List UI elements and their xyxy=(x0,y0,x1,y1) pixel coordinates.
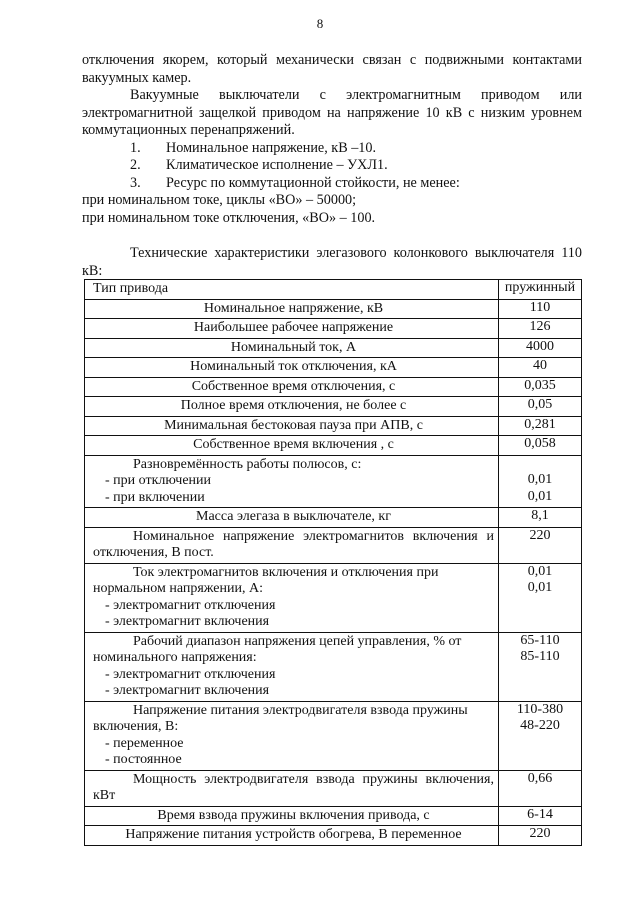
table-row xyxy=(85,377,582,397)
param-cell xyxy=(85,436,499,456)
param-label: Номинальное напряжение электромагнитов включения и отключения, В пост. xyxy=(93,528,494,560)
param-cell xyxy=(85,826,499,846)
list-item-number: 3. xyxy=(130,174,141,191)
value-cell: 220 xyxy=(499,527,582,563)
param-label: Рабочий диапазон напряжения цепей управления, % от номинального напряжения: xyxy=(93,633,462,665)
param-sub-item: - при включении xyxy=(105,489,205,505)
param-cell xyxy=(85,338,499,358)
table-row xyxy=(85,826,582,846)
value-line: 0,01 xyxy=(527,563,553,579)
list-item-text: Ресурс по коммутационной стойкости, не менее: xyxy=(166,174,460,191)
table-row xyxy=(85,299,582,319)
param-cell xyxy=(85,455,499,508)
value-cell xyxy=(499,455,582,508)
param-label: Наибольшее рабочее напряжение xyxy=(193,320,394,335)
param-label: Номинальный ток, А xyxy=(230,339,357,355)
value-line: 48-220 xyxy=(520,718,560,733)
param-cell xyxy=(85,377,499,397)
param-label: Собственное время отключения, с xyxy=(191,378,396,394)
value-cell: 0,05 xyxy=(499,397,582,417)
param-label: Мощность электродвигателя взвода пружины включения, кВт xyxy=(93,771,494,803)
list-item-number: 2. xyxy=(130,157,141,173)
value-cell: 0,035 xyxy=(499,377,582,397)
page-number: 8 xyxy=(316,16,324,31)
value-cell: 0,66 xyxy=(499,770,582,806)
param-label: Масса элегаза в выключателе, кг xyxy=(196,509,391,524)
table-row xyxy=(85,770,582,806)
param-cell xyxy=(85,397,499,417)
value-cell: 0,281 xyxy=(499,416,582,436)
param-sub-item: - переменное xyxy=(105,735,184,751)
value-line: 85-110 xyxy=(520,649,560,664)
param-cell xyxy=(85,508,499,528)
value-cell: 220 xyxy=(499,826,582,846)
paragraph-continuation: отключения якорем, который механически связан с подвижными контактами вакуумных камер. xyxy=(82,52,582,86)
param-cell xyxy=(85,358,499,378)
param-label: Напряжение питания устройств обогрева, В переменное xyxy=(125,827,462,842)
list-item xyxy=(82,157,582,175)
list-item-number: 1. xyxy=(130,139,141,156)
param-cell xyxy=(85,770,499,806)
value-line: 0,01 xyxy=(527,580,553,595)
param-label: Минимальная бестоковая пауза при АПВ, с xyxy=(164,417,423,433)
list-item-text: Номинальное напряжение, кВ –10. xyxy=(166,139,377,156)
list-item-text: Климатическое исполнение – УХЛ1. xyxy=(166,157,388,173)
value-cell xyxy=(499,632,582,701)
param-cell xyxy=(85,527,499,563)
header-value-cell: пружинный xyxy=(499,280,582,300)
specifications-table xyxy=(84,279,582,846)
param-label: Ток электромагнитов включения и отключения при нормальном напряжении, А: xyxy=(93,564,439,596)
table-row xyxy=(85,806,582,826)
value-cell: 110 xyxy=(499,299,582,319)
param-cell xyxy=(85,632,499,701)
param-sub-item: - при отключении xyxy=(105,473,212,488)
param-cell xyxy=(85,701,499,770)
param-cell xyxy=(85,319,499,339)
value-line: 110-380 xyxy=(516,701,564,717)
param-label: Напряжение питания электродвигателя взвода пружины включения, В: xyxy=(93,702,468,734)
value-line: 0,01 xyxy=(527,472,553,487)
table-header-row xyxy=(85,280,582,300)
param-label: Номинальный ток отключения, кА xyxy=(190,359,397,374)
table-row xyxy=(85,632,582,701)
value-cell xyxy=(499,563,582,632)
value-cell: 126 xyxy=(499,319,582,339)
table-row xyxy=(85,338,582,358)
param-sub-item: - постоянное xyxy=(105,752,182,767)
param-cell xyxy=(85,299,499,319)
table-row xyxy=(85,508,582,528)
param-label: Собственное время включения , с xyxy=(193,437,394,452)
param-sub-item: - электромагнит отключения xyxy=(105,666,276,682)
value-line: 65-110 xyxy=(520,632,560,648)
table-row xyxy=(85,527,582,563)
param-cell xyxy=(85,416,499,436)
param-sub-item: - электромагнит включения xyxy=(105,683,270,698)
value-cell: 4000 xyxy=(499,338,582,358)
table-row xyxy=(85,416,582,436)
param-sub-item: - электромагнит отключения xyxy=(105,597,276,613)
list-item xyxy=(82,175,582,193)
value-cell: 6-14 xyxy=(499,806,582,826)
value-line: 0,01 xyxy=(527,488,553,504)
value-cell: 40 xyxy=(499,358,582,378)
resource-line: при номинальном токе отключения, «ВО» – 100. xyxy=(82,209,376,226)
param-label: Номинальное напряжение, кВ xyxy=(203,300,384,316)
table-row xyxy=(85,397,582,417)
value-cell: 0,058 xyxy=(499,436,582,456)
param-cell xyxy=(85,563,499,632)
value-cell xyxy=(499,701,582,770)
table-row xyxy=(85,455,582,508)
table-row xyxy=(85,701,582,770)
param-cell xyxy=(85,806,499,826)
header-param-cell: Тип привода xyxy=(85,280,499,300)
body-text xyxy=(82,52,582,280)
table-row xyxy=(85,358,582,378)
table-row xyxy=(85,319,582,339)
paragraph-vacuum-breakers: Вакуумные выключатели с электромагнитным приводом или электромагнитной защелкой приводом на напряжение 10 кВ с низким уровнем коммутационных перенапряжений. xyxy=(82,87,582,138)
param-label: Разновремённость работы полюсов, с: xyxy=(133,456,362,472)
param-label: Полное время отключения, не более с xyxy=(180,398,407,413)
param-label: Время взвода пружины включения привода, с xyxy=(157,807,430,823)
param-sub-item: - электромагнит включения xyxy=(105,614,270,629)
table-row xyxy=(85,436,582,456)
list-item xyxy=(82,140,582,158)
table-row xyxy=(85,563,582,632)
value-cell: 8,1 xyxy=(499,508,582,528)
resource-line: при номинальном токе, циклы «ВО» – 50000; xyxy=(82,192,357,208)
table-caption: Технические характеристики элегазового колонкового выключателя 110 кВ: xyxy=(82,245,582,279)
